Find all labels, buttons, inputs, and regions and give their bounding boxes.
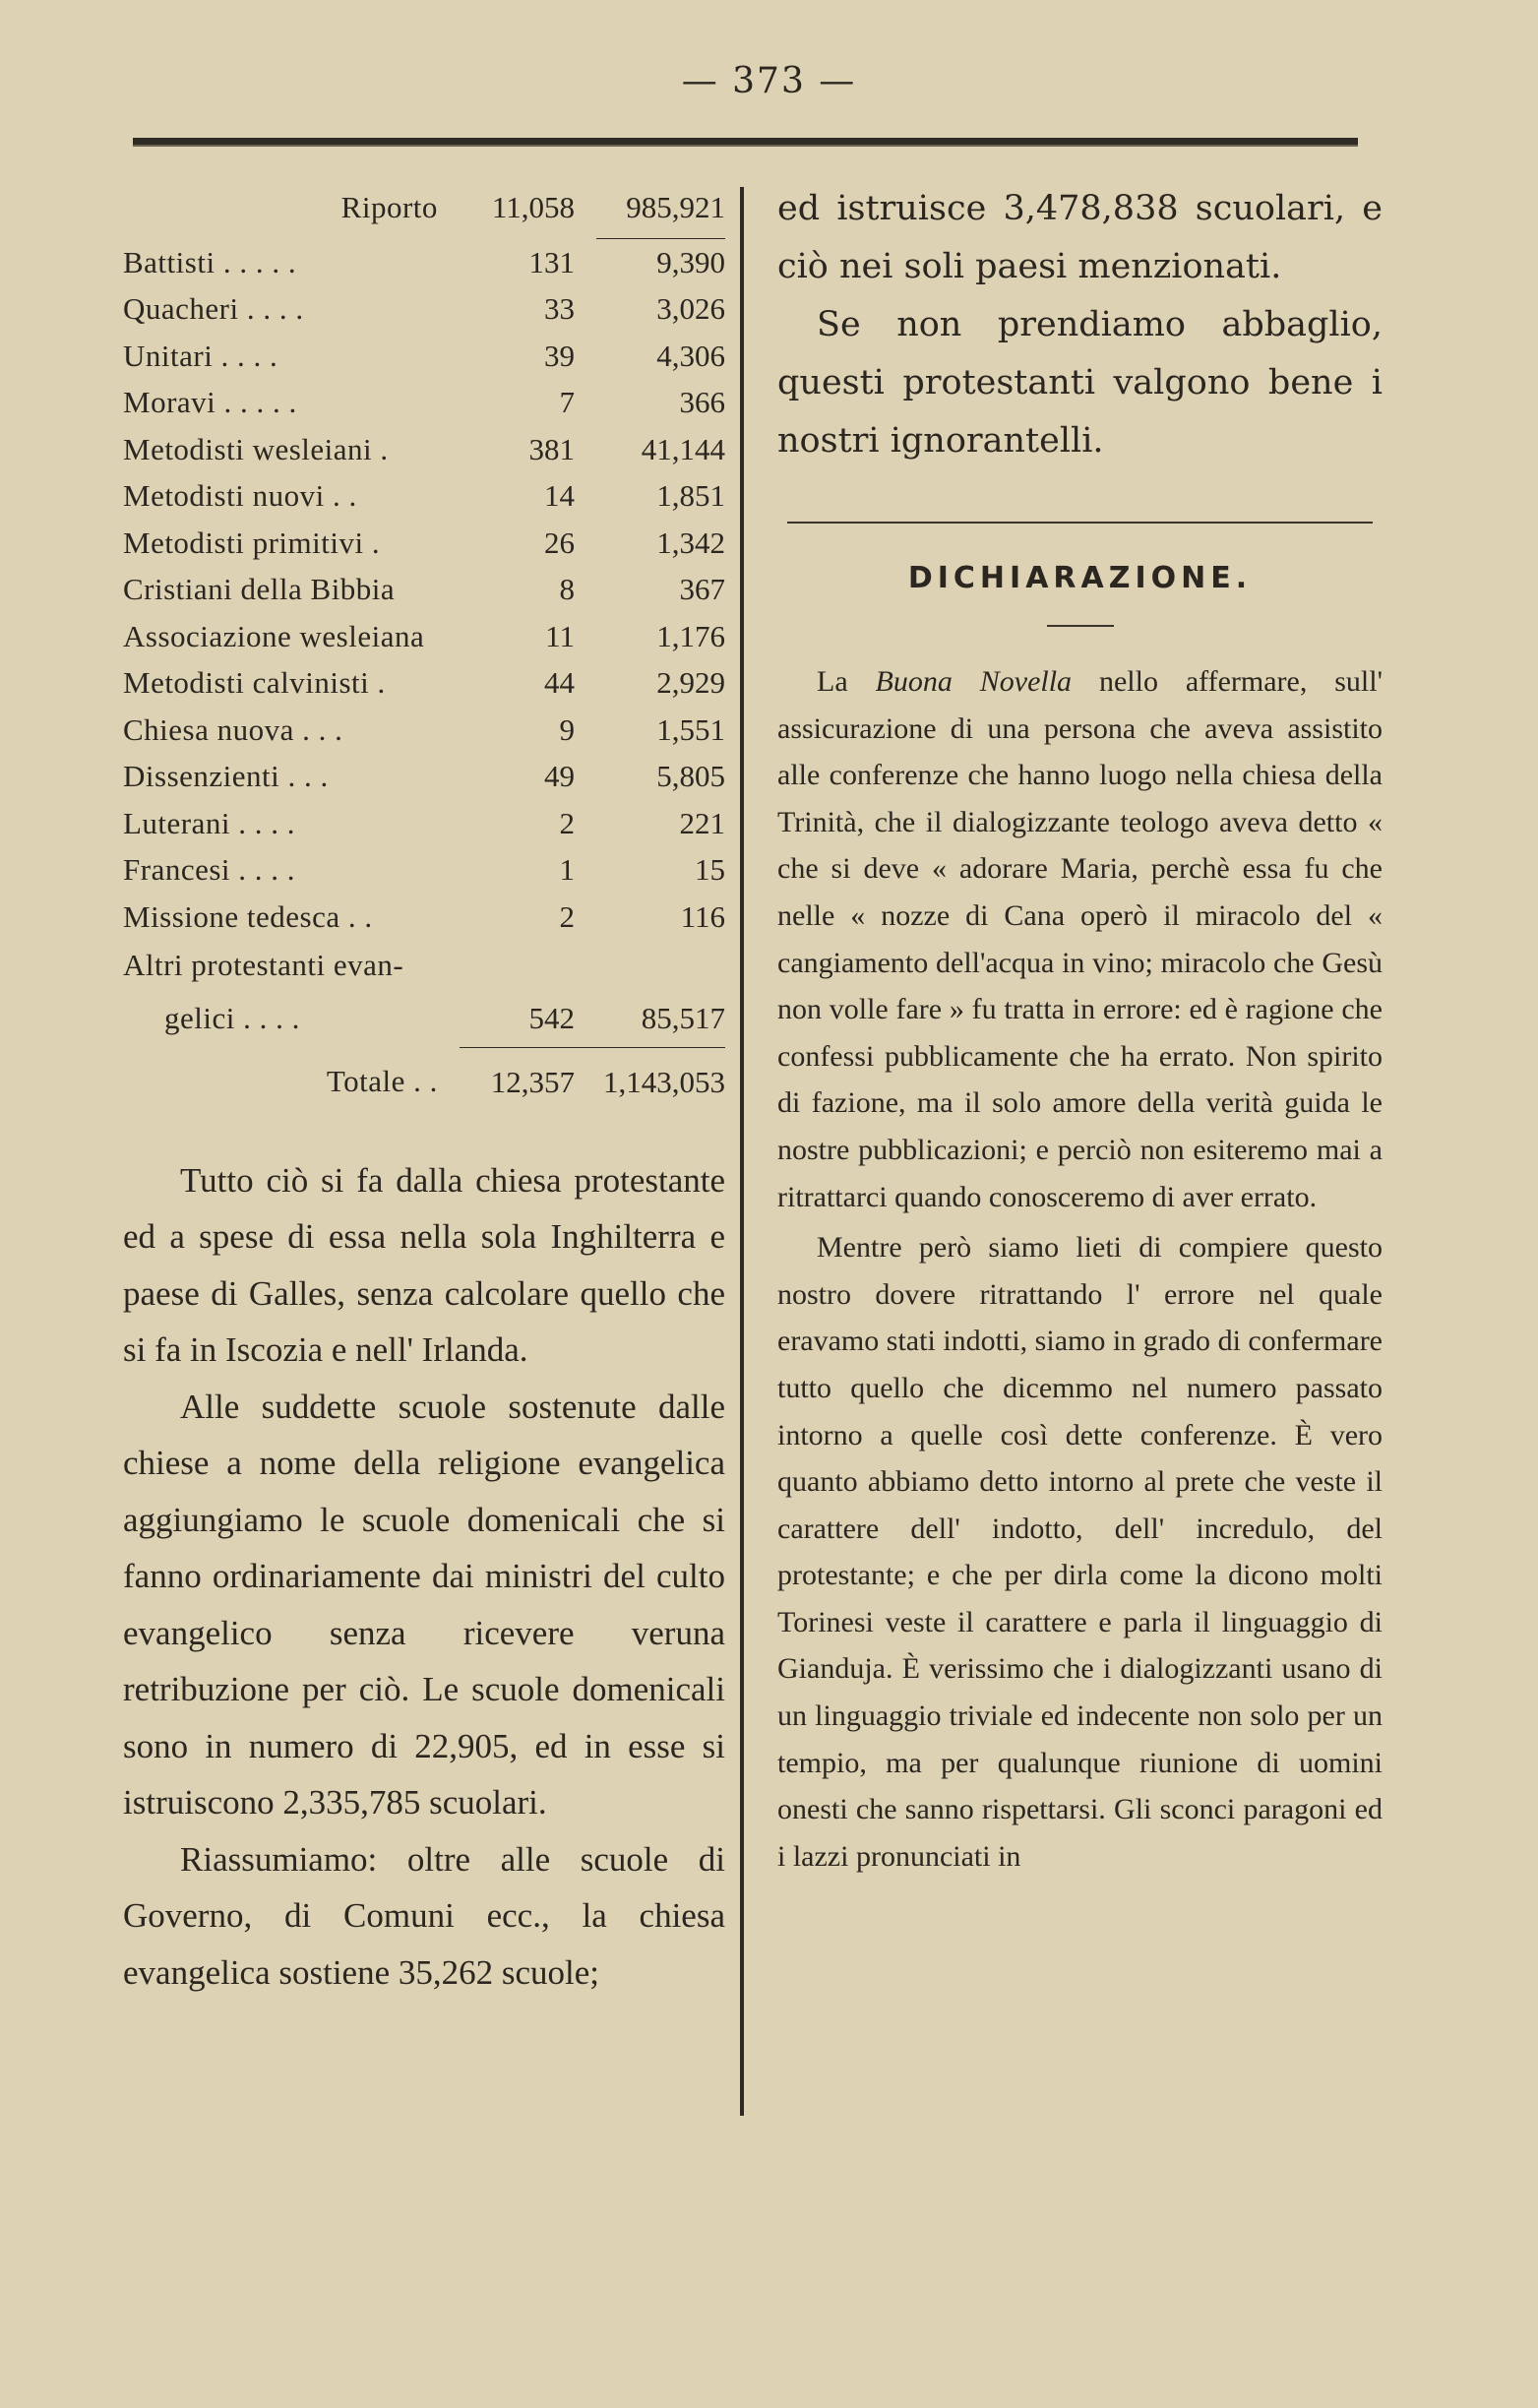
row-pupils: 1,176 [656, 618, 725, 653]
row-schools: 2 [559, 805, 575, 840]
right-column [777, 180, 1383, 1880]
newspaper-title: Buona Novella [875, 665, 1073, 698]
row-pupils: 15 [695, 852, 725, 888]
table-row [123, 520, 725, 567]
row-name: Moravi . . . . . [123, 385, 297, 420]
row-name: Cristiani della Bibbia [123, 572, 396, 607]
row-pupils: 221 [679, 805, 725, 840]
table-row [123, 800, 725, 847]
table-row [123, 473, 725, 521]
text-run: La [817, 665, 876, 698]
row-pupils: 9,390 [656, 244, 725, 279]
row-pupils: 85,517 [596, 990, 725, 1048]
row-pupils: 367 [679, 572, 725, 607]
table-row [123, 754, 725, 801]
row-pupils: 116 [680, 898, 725, 934]
row-schools: 44 [543, 665, 575, 701]
row-pupils: 2,929 [656, 665, 725, 701]
row-schools: 39 [543, 338, 575, 373]
row-schools: 49 [543, 759, 575, 794]
riporto-schools: 11,058 [491, 190, 575, 225]
row-name: Metodisti nuovi . . [123, 478, 357, 514]
paragraph: Mentre però siamo lieti di compiere questo nostro dovere ritrattando l' errore nel quale eravamo stati indotti, siamo in grado di confermare tutto quello che dicemmo nel numero passato intorno a quelle così dette conferenze. È vero quanto abbiamo detto intorno al prete che veste il carattere dell' indotto, dell' incredulo, del protestante; e che per dirla come la dicono molti Torinesi veste il carattere e parla il linguaggio di Gianduja. È verissimo che i dialogizzanti usano di un linguaggio triviale ed indecente non solo per un tempio, ma per qualunque riunione di uomini onesti che sanno rispettarsi. Gli sconci paragoni ed i lazzi pronunciati in [777, 1231, 1383, 1873]
row-schools: 542 [460, 990, 596, 1048]
row-schools: 9 [559, 711, 575, 747]
row-pupils: 4,306 [656, 338, 725, 373]
row-name: Battisti . . . . . [123, 244, 297, 279]
riporto-row [123, 177, 725, 239]
table-row [123, 426, 725, 473]
left-column [123, 177, 725, 2001]
row-pupils: 41,144 [641, 431, 725, 466]
table-row [123, 847, 725, 895]
table-row [123, 239, 725, 286]
row-schools: 33 [543, 291, 575, 327]
row-pupils: 1,551 [656, 711, 725, 747]
table-row [123, 941, 725, 990]
row-name: Luterani . . . . [123, 805, 296, 840]
totale-row [123, 1047, 725, 1117]
row-name: Missione tedesca . . [123, 898, 373, 934]
row-schools: 26 [543, 525, 575, 560]
row-name: Quacheri . . . . [123, 291, 304, 327]
declaration-text [777, 658, 1383, 1880]
table-row [123, 613, 725, 660]
riporto-label: Riporto [340, 190, 438, 225]
row-name: Metodisti wesleiani . [123, 431, 389, 466]
page-number: — 373 — [681, 61, 857, 101]
column-divider [740, 187, 744, 2116]
riporto-pupils: 985,921 [596, 177, 725, 239]
row-pupils: 3,026 [656, 291, 725, 327]
statistics-table [123, 177, 725, 1117]
paragraph: Alle suddette scuole sostenute dalle chiese a nome della religione evangelica aggiungiamo le scuole domenicali che si fanno ordinariamente dai ministri del culto evangelico senza ricevere veruna retribuzione per ciò. Le scuole domenicali sono in numero di 22,905, ed in esse si istruiscono 2,335,785 scuolari. [123, 1387, 725, 1821]
row-schools: 8 [559, 572, 575, 607]
row-schools: 11 [545, 618, 575, 653]
row-schools: 381 [528, 431, 575, 466]
row-pupils: 1,342 [656, 525, 725, 560]
text-run: nello affermare, sull' assicurazione di una persona che aveva assistito alle conferenze che hanno luogo nella chiesa della Trinità, che il dialogizzante teologo aveva detto « che si deve « adorare Maria, perchè essa fu che nelle « nozze di Cana operò il miracolo del « cangiamento dell'acqua in vino; miracolo che Gesù non volle fare » fu tratta in errore: ed è ragione che confessi pubblicamente che ha errato. Non spirito di fazione, ma il solo amore della verità guida le nostre pubblicazioni; e perciò non esiteremo mai a ritrattarci quando conosceremo di aver errato. [777, 665, 1383, 1213]
table-row [123, 660, 725, 708]
paragraph: Se non prendiamo abbaglio, questi protestanti valgono bene i nostri ignorantelli. [777, 305, 1383, 461]
row-name: Altri protestanti evan- [123, 947, 404, 982]
row-schools: 1 [559, 852, 575, 888]
paragraph: Tutto ciò si fa dalla chiesa protestante ed a spese di essa nella sola Inghilterra e paese di Galles, senza calcolare quello che si fa in Iscozia e nell' Irlanda. [123, 1160, 725, 1369]
paragraph [777, 658, 1383, 1220]
row-name: Unitari . . . . [123, 338, 278, 373]
top-rule [133, 138, 1358, 147]
row-name: Metodisti calvinisti . [123, 665, 386, 701]
row-pupils: 5,805 [656, 759, 725, 794]
row-name: Dissenzienti . . . [123, 759, 329, 794]
table-row [123, 990, 725, 1048]
table-row [123, 380, 725, 427]
row-name: Metodisti primitivi . [123, 525, 381, 560]
section-heading: DICHIARAZIONE. [907, 561, 1253, 595]
heading-rule [1047, 625, 1114, 627]
row-schools: 2 [559, 898, 575, 934]
row-schools: 14 [543, 478, 575, 514]
row-pupils: 366 [679, 385, 725, 420]
row-name: Chiesa nuova . . . [123, 711, 343, 747]
row-schools: 131 [528, 244, 575, 279]
table-row [123, 894, 725, 941]
paragraph: ed istruisce 3,478,838 scuolari, e ciò nei soli paesi menzionati. [777, 189, 1383, 286]
row-schools: 7 [559, 385, 575, 420]
row-name: Associazione wesleiana [123, 618, 425, 653]
continued-text [777, 180, 1383, 470]
row-pupils: 1,851 [656, 478, 725, 514]
row-name-continued: gelici . . . . [164, 1000, 300, 1035]
totale-label: Totale . . [326, 1064, 438, 1099]
totale-pupils: 1,143,053 [603, 1064, 725, 1099]
table-row [123, 286, 725, 334]
table-row [123, 333, 725, 380]
table-row [123, 707, 725, 754]
row-name: Francesi . . . . [123, 852, 296, 888]
table-row [123, 567, 725, 614]
totale-schools: 12,357 [490, 1064, 575, 1099]
paragraph: Riassumiamo: oltre alle scuole di Governo, di Comuni ecc., la chiesa evangelica sostiene 35,262 scuole; [123, 1839, 725, 1992]
section-rule [787, 522, 1373, 524]
